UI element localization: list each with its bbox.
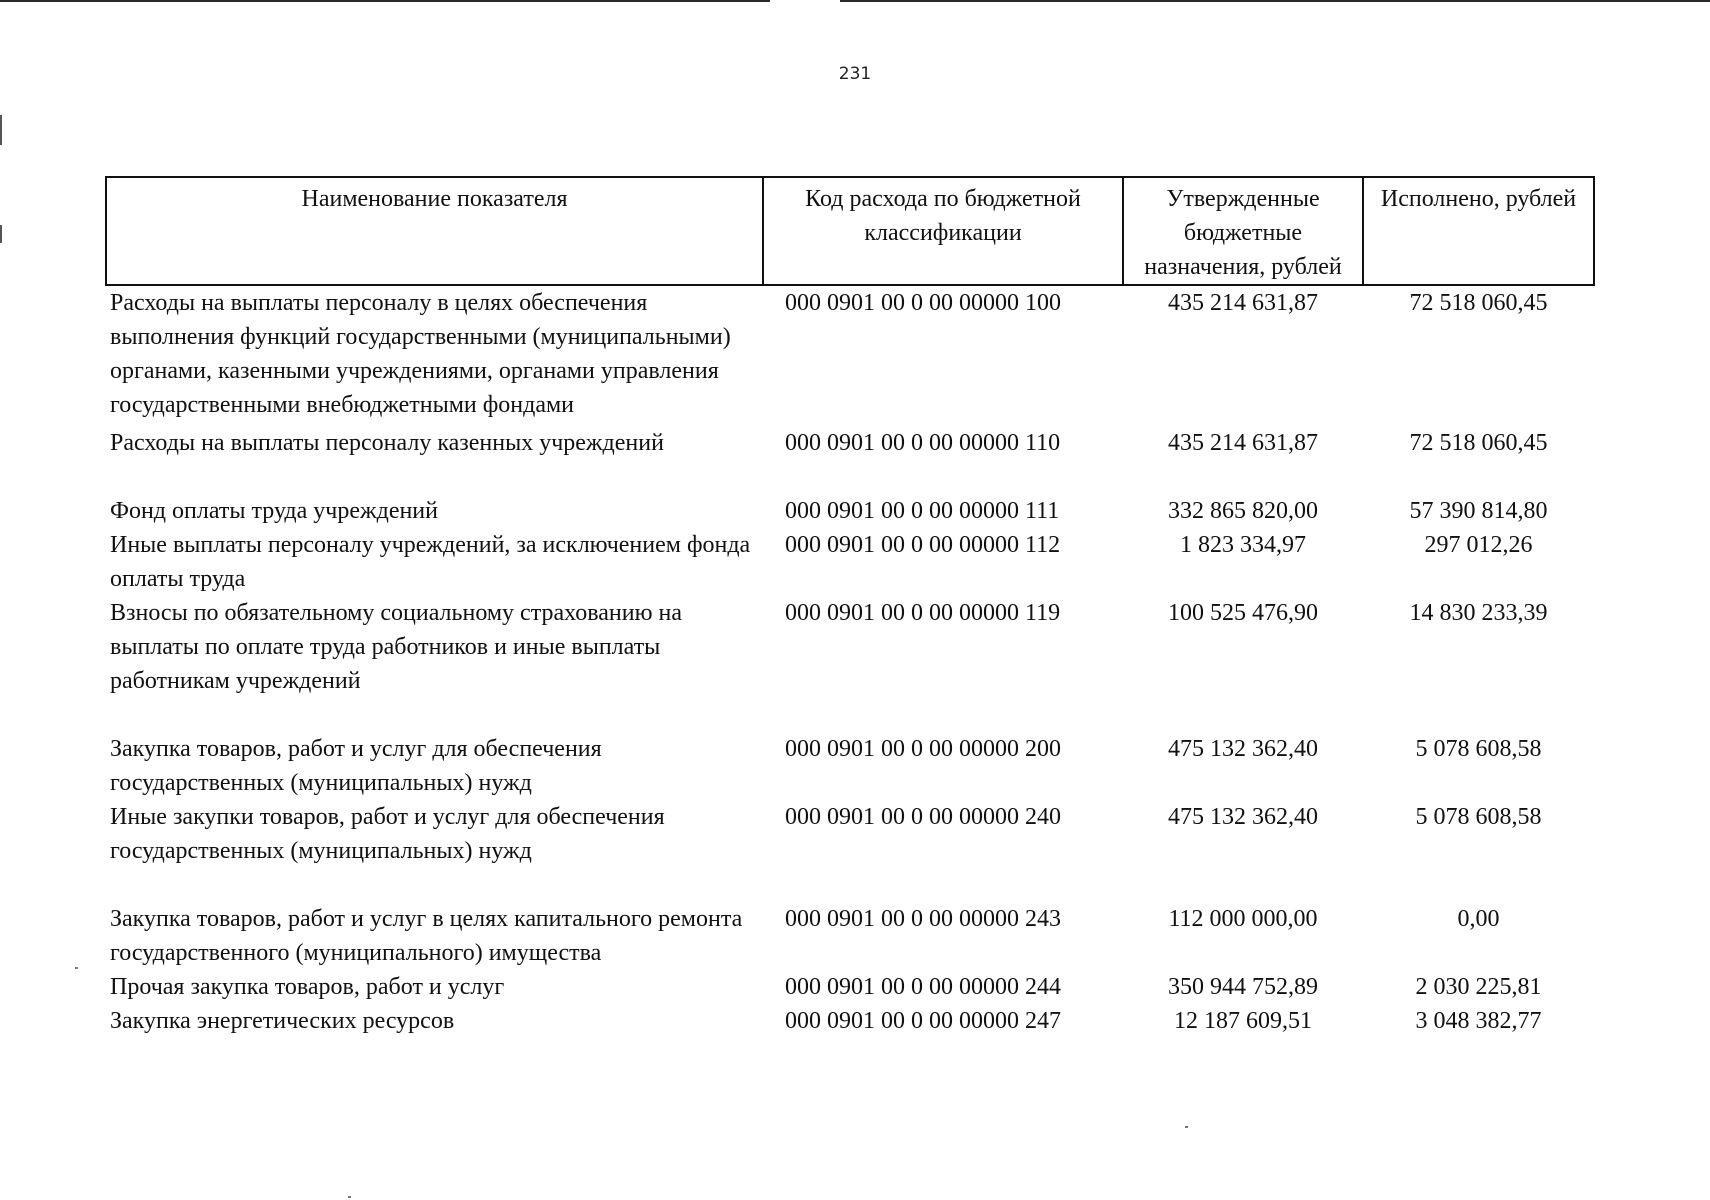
row-approved: 100 525 476,90 <box>1168 600 1318 626</box>
budget-execution-table <box>105 176 1595 1038</box>
row-code: 000 0901 00 0 00 00000 243 <box>785 906 1061 932</box>
row-executed: 297 012,26 <box>1424 532 1533 558</box>
row-executed: 14 830 233,39 <box>1409 600 1548 626</box>
row-approved: 435 214 631,87 <box>1168 290 1318 316</box>
scan-speck <box>75 967 78 969</box>
top-scan-rule <box>0 0 1710 2</box>
row-code: 000 0901 00 0 00 00000 111 <box>785 498 1060 524</box>
row-code: 000 0901 00 0 00 00000 200 <box>785 736 1061 762</box>
row-approved: 475 132 362,40 <box>1168 804 1318 830</box>
table-row <box>106 596 1594 732</box>
table-row <box>106 285 1594 426</box>
table-row <box>106 902 1594 970</box>
row-code: 000 0901 00 0 00 00000 247 <box>785 1008 1061 1034</box>
left-edge-mark <box>0 225 2 243</box>
row-name: Расходы на выплаты персоналу в целях обеспечения выполнения функций государственными (муниципальными) органами, казенными учреждениями, органами управления государственными внебюджетными фондами <box>110 290 731 418</box>
table-row <box>106 1004 1594 1038</box>
header-executed: Исполнено, рублей <box>1363 177 1594 285</box>
header-code: Код расхода по бюджетной классификации <box>763 177 1123 285</box>
table-header-row <box>106 177 1594 285</box>
left-edge-mark <box>0 115 2 145</box>
scan-speck <box>1185 1126 1188 1128</box>
row-name: Иные выплаты персоналу учреждений, за исключением фонда оплаты труда <box>110 532 751 592</box>
header-approved: Утвержденные бюджетные назначения, рублей <box>1123 177 1363 285</box>
table-row <box>106 732 1594 800</box>
row-executed: 72 518 060,45 <box>1409 290 1548 316</box>
page-number: 231 <box>838 64 872 84</box>
table-row <box>106 970 1594 1004</box>
row-name: Закупка товаров, работ и услуг для обеспечения государственных (муниципальных) нужд <box>110 736 602 796</box>
row-code: 000 0901 00 0 00 00000 240 <box>785 804 1061 830</box>
row-executed: 0,00 <box>1457 906 1500 932</box>
row-executed: 5 078 608,58 <box>1415 804 1542 830</box>
row-name: Иные закупки товаров, работ и услуг для обеспечения государственных (муниципальных) нужд <box>110 804 665 864</box>
row-approved: 12 187 609,51 <box>1174 1008 1312 1034</box>
table-row <box>106 800 1594 902</box>
row-approved: 112 000 000,00 <box>1168 906 1318 932</box>
scan-speck <box>348 1196 351 1198</box>
row-executed: 3 048 382,77 <box>1415 1008 1542 1034</box>
row-name: Взносы по обязательному социальному страхованию на выплаты по оплате труда работников и иные выплаты работникам учреждений <box>110 600 683 694</box>
table-row <box>106 494 1594 528</box>
row-executed: 72 518 060,45 <box>1409 430 1548 456</box>
row-name: Закупка товаров, работ и услуг в целях капитального ремонта государственного (муниципального) имущества <box>110 906 743 966</box>
row-code: 000 0901 00 0 00 00000 244 <box>785 974 1061 1000</box>
row-name: Закупка энергетических ресурсов <box>110 1008 455 1034</box>
row-code: 000 0901 00 0 00 00000 100 <box>785 290 1061 316</box>
table-row <box>106 528 1594 596</box>
row-name: Прочая закупка товаров, работ и услуг <box>110 974 505 1000</box>
header-name: Наименование показателя <box>106 177 763 285</box>
top-rule-gap <box>770 0 840 3</box>
row-name: Расходы на выплаты персоналу казенных учреждений <box>110 430 664 456</box>
row-approved: 350 944 752,89 <box>1168 974 1318 1000</box>
row-executed: 2 030 225,81 <box>1415 974 1542 1000</box>
row-code: 000 0901 00 0 00 00000 112 <box>785 532 1061 558</box>
row-code: 000 0901 00 0 00 00000 110 <box>785 430 1061 456</box>
row-executed: 5 078 608,58 <box>1415 736 1542 762</box>
table-row <box>106 426 1594 494</box>
row-approved: 1 823 334,97 <box>1180 532 1306 558</box>
row-name: Фонд оплаты труда учреждений <box>110 498 438 524</box>
row-approved: 435 214 631,87 <box>1168 430 1318 456</box>
row-code: 000 0901 00 0 00 00000 119 <box>785 600 1061 626</box>
row-approved: 332 865 820,00 <box>1168 498 1318 524</box>
row-approved: 475 132 362,40 <box>1168 736 1318 762</box>
row-executed: 57 390 814,80 <box>1409 498 1548 524</box>
